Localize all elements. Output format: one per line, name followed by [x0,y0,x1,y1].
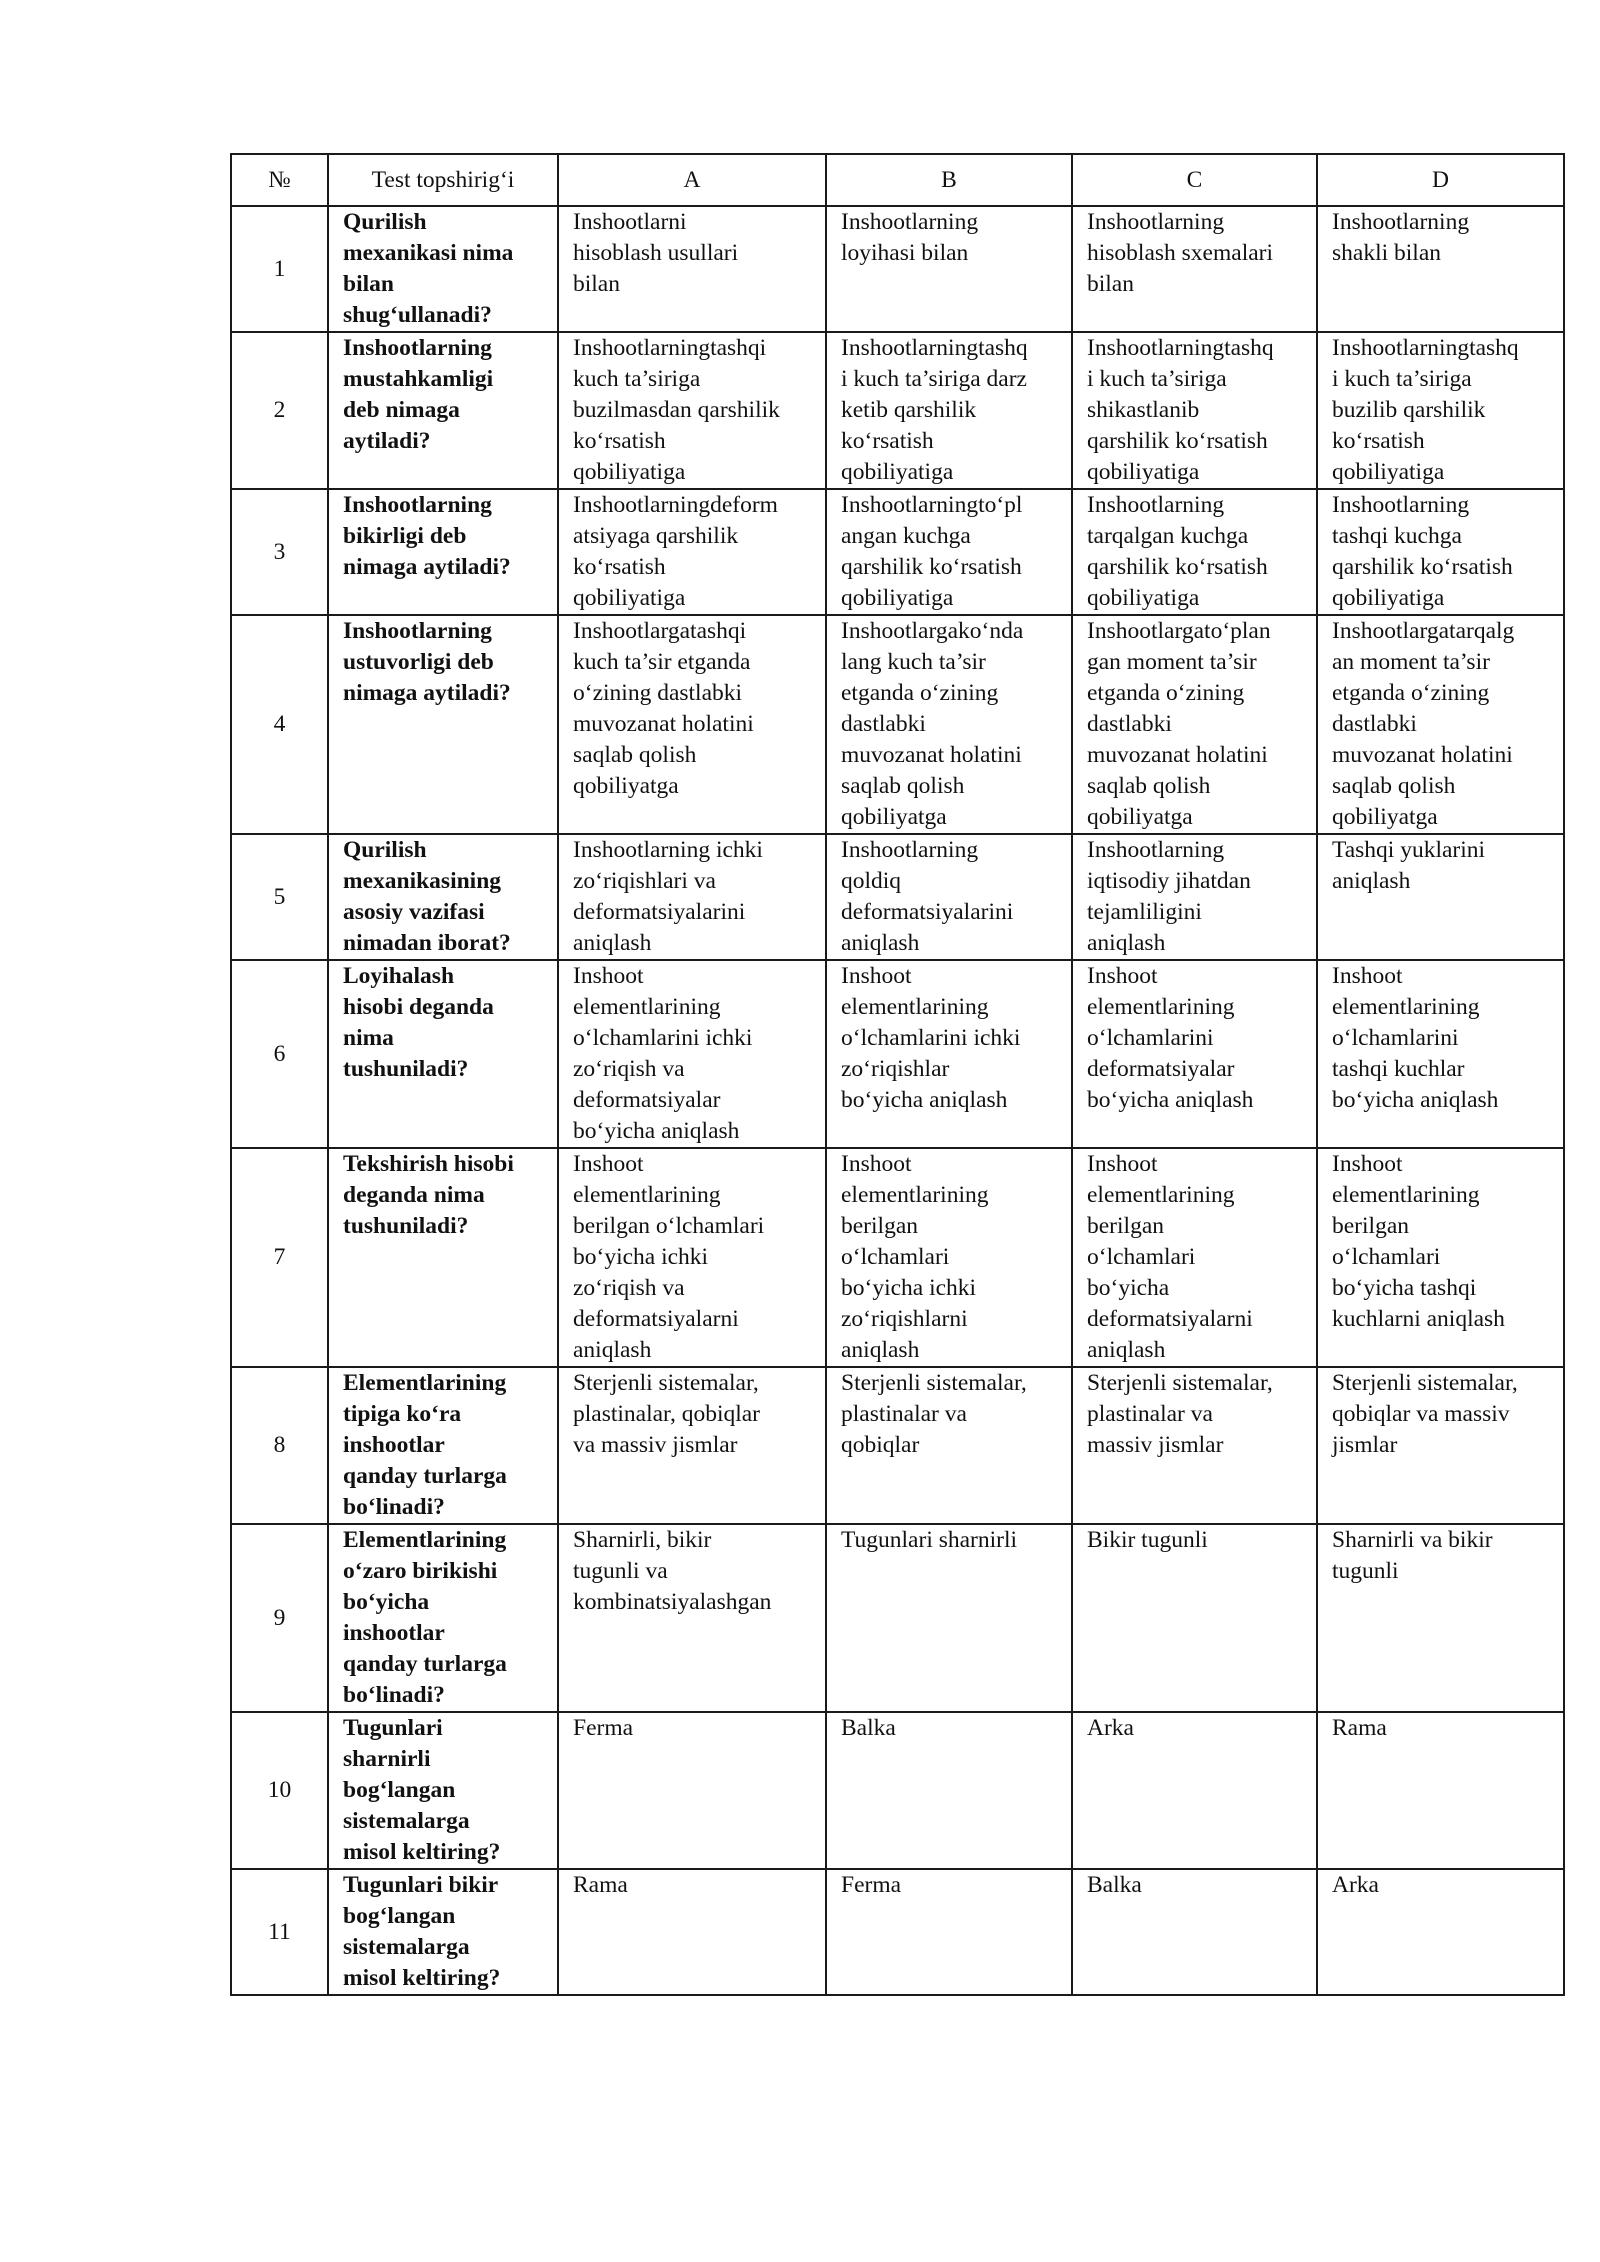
option-d-line: an moment ta’sir [1332,649,1490,675]
question-number: 8 [231,1367,328,1524]
option-a-line: aniqlash [573,1337,652,1363]
option-d-line: saqlab qolish [1332,773,1456,799]
option-d-line: aniqlash [1332,868,1411,894]
option-d-line: Inshootlarningtashq [1332,335,1519,361]
option-d-line: qobiliyatiga [1332,459,1445,485]
question-text-line: bog‘langan [343,1777,456,1803]
option-c-line: qarshilik ko‘rsatish [1087,428,1268,454]
option-b-line: lang kuch ta’sir [841,649,986,675]
question-number: 7 [231,1148,328,1367]
option-c-line: qobiliyatiga [1087,459,1200,485]
option-b-line: qobiliyatiga [841,459,954,485]
option-c-line: Inshootlarning [1087,209,1225,235]
option-a-line: kuch ta’sir etganda [573,649,751,675]
option-b-line: Balka [841,1715,896,1741]
option-a-line: qobiliyatiga [573,459,686,485]
option-d [1317,489,1564,615]
option-b-line: Inshootlargako‘nda [841,618,1024,644]
option-d-line: tashqi kuchga [1332,523,1462,549]
question-text [328,1148,558,1367]
question-text-line: bo‘linadi? [343,1682,445,1708]
question-text-line: sistemalarga [343,1934,470,1960]
option-a-line: Inshootlarni [573,209,687,235]
option-d-line: Inshootlarning [1332,492,1470,518]
option-d-line: Arka [1332,1872,1379,1898]
option-d-line: shakli bilan [1332,240,1441,266]
option-c [1072,1148,1317,1367]
option-a [558,1367,826,1524]
option-c [1072,960,1317,1148]
table-row [231,1367,1564,1524]
question-number: 4 [231,615,328,834]
table-row [231,1148,1564,1367]
option-b-line: qoldiq [841,868,902,894]
option-a [558,615,826,834]
table-row [231,332,1564,489]
question-text-line: qanday turlarga [343,1463,507,1489]
option-d-line: muvozanat holatini [1332,742,1513,768]
option-c [1072,834,1317,960]
option-a-line: deformatsiyalar [573,1087,721,1113]
option-c-line: Inshootlarning [1087,837,1225,863]
option-b [826,1524,1072,1712]
question-text-line: Inshootlarning [343,618,492,644]
option-b-line: angan kuchga [841,523,971,549]
question-text [328,206,558,332]
question-text-line: tipiga ko‘ra [343,1401,462,1427]
option-d-line: dastlabki [1332,711,1417,737]
option-c [1072,332,1317,489]
option-a-line: Inshootlarningdeform [573,492,778,518]
question-number: 1 [231,206,328,332]
option-b-line: berilgan [841,1213,918,1239]
option-a-line: muvozanat holatini [573,711,754,737]
option-c-line: o‘lchamlari [1087,1244,1196,1270]
option-d-line: Inshoot [1332,963,1403,989]
question-text [328,1524,558,1712]
option-b [826,1148,1072,1367]
question-text-line: sistemalarga [343,1808,470,1834]
option-a [558,332,826,489]
option-c-line: qarshilik ko‘rsatish [1087,554,1268,580]
option-c-line: dastlabki [1087,711,1172,737]
option-c-line: deformatsiyalarni [1087,1306,1253,1332]
question-text-line: qanday turlarga [343,1651,507,1677]
question-text-line: deb nimaga [343,397,460,423]
option-c-line: etganda o‘zining [1087,680,1245,706]
option-d-line: etganda o‘zining [1332,680,1490,706]
option-a-line: ko‘rsatish [573,428,666,454]
question-text-line: sharnirli [343,1746,431,1772]
document-page [230,153,1563,1996]
option-c-line: Inshootlarningtashq [1087,335,1274,361]
option-c-line: Balka [1087,1872,1142,1898]
option-d [1317,834,1564,960]
option-c [1072,1712,1317,1869]
question-number: 10 [231,1712,328,1869]
option-c [1072,615,1317,834]
option-d [1317,615,1564,834]
option-d-line: ko‘rsatish [1332,428,1425,454]
question-text [328,489,558,615]
option-d [1317,1367,1564,1524]
option-d [1317,1148,1564,1367]
question-text-line: ustuvorligi deb [343,649,494,675]
question-text-line: Qurilish [343,837,427,863]
table-row [231,615,1564,834]
option-d-line: elementlarining [1332,1182,1480,1208]
option-c-line: deformatsiyalar [1087,1056,1235,1082]
option-a-line: Inshootlarning ichki [573,837,763,863]
option-b-line: qarshilik ko‘rsatish [841,554,1022,580]
option-c-line: Bikir tugunli [1087,1527,1208,1553]
option-d-line: buzilib qarshilik [1332,397,1486,423]
option-a-line: qobiliyatiga [573,585,686,611]
question-text-line: shug‘ullanadi? [343,302,492,328]
option-a-line: aniqlash [573,930,652,956]
option-d-line: o‘lchamlari [1332,1244,1441,1270]
question-text [328,332,558,489]
option-a-line: ko‘rsatish [573,554,666,580]
question-text-line: o‘zaro birikishi [343,1558,498,1584]
option-a [558,489,826,615]
option-b-line: deformatsiyalarini [841,899,1014,925]
header-number: № [231,154,328,206]
option-c-line: elementlarining [1087,994,1235,1020]
option-a-line: kuch ta’siriga [573,366,701,392]
question-text-line: asosiy vazifasi [343,899,485,925]
question-text-line: nimaga aytiladi? [343,680,511,706]
option-b-line: qobiliyatiga [841,585,954,611]
option-a-line: buzilmasdan qarshilik [573,397,780,423]
option-b [826,960,1072,1148]
option-a-line: bilan [573,271,620,297]
question-number: 5 [231,834,328,960]
question-text-line: inshootlar [343,1432,445,1458]
question-text-line: inshootlar [343,1620,445,1646]
option-c-line: gan moment ta’sir [1087,649,1257,675]
question-text [328,1869,558,1995]
header-task: Test topshirig‘i [328,154,558,206]
option-c-line: Inshoot [1087,1151,1158,1177]
option-a [558,206,826,332]
option-b [826,1869,1072,1995]
option-c-line: i kuch ta’siriga [1087,366,1227,392]
option-a-line: Sharnirli, bikir [573,1527,712,1553]
option-a-line: bo‘yicha aniqlash [573,1118,740,1144]
question-text-line: mexanikasining [343,868,502,894]
option-d [1317,960,1564,1148]
option-a-line: zo‘riqish va [573,1056,685,1082]
question-number: 2 [231,332,328,489]
option-c-line: Inshootlargato‘plan [1087,618,1271,644]
question-text-line: bo‘yicha [343,1589,430,1615]
table-row [231,1712,1564,1869]
option-c-line: Inshootlarning [1087,492,1225,518]
option-a-line: deformatsiyalarini [573,899,746,925]
option-d-line: bo‘yicha tashqi [1332,1275,1477,1301]
option-b-line: zo‘riqishlarni [841,1306,968,1332]
option-c-line: qobiliyatiga [1087,585,1200,611]
option-c-line: bilan [1087,271,1134,297]
option-d [1317,1869,1564,1995]
option-a [558,834,826,960]
option-c-line: plastinalar va [1087,1401,1213,1427]
question-text-line: nima [343,1025,394,1051]
option-b-line: aniqlash [841,930,920,956]
option-c [1072,1869,1317,1995]
option-a-line: berilgan o‘lchamlari [573,1213,765,1239]
option-a [558,960,826,1148]
option-b-line: ko‘rsatish [841,428,934,454]
option-d-line: Rama [1332,1715,1387,1741]
question-text-line: misol keltiring? [343,1965,501,1991]
option-a-line: o‘lchamlarini ichki [573,1025,753,1051]
option-c-line: Inshoot [1087,963,1158,989]
option-b [826,615,1072,834]
option-d-line: qarshilik ko‘rsatish [1332,554,1513,580]
question-text-line: Elementlarining [343,1527,507,1553]
option-b-line: etganda o‘zining [841,680,999,706]
option-c [1072,1367,1317,1524]
option-a-line: elementlarining [573,1182,721,1208]
option-a-line: kombinatsiyalashgan [573,1589,772,1615]
option-a-line: Inshoot [573,963,644,989]
option-c-line: tarqalgan kuchga [1087,523,1249,549]
header-option-d: D [1317,154,1564,206]
question-text-line: Tugunlari [343,1715,443,1741]
option-c-line: qobiliyatga [1087,804,1193,830]
question-text-line: Tekshirish hisobi [343,1151,514,1177]
option-c-line: elementlarining [1087,1182,1235,1208]
question-text [328,1712,558,1869]
option-c-line: Sterjenli sistemalar, [1087,1370,1273,1396]
option-c-line: bo‘yicha aniqlash [1087,1087,1254,1113]
option-a-line: atsiyaga qarshilik [573,523,739,549]
question-text-line: aytiladi? [343,428,431,454]
option-c-line: iqtisodiy jihatdan [1087,868,1251,894]
option-b-line: Tugunlari sharnirli [841,1527,1018,1553]
option-a [558,1148,826,1367]
option-d-line: Tashqi yuklarini [1332,837,1486,863]
option-c-line: hisoblash sxemalari [1087,240,1274,266]
option-c-line: aniqlash [1087,1337,1166,1363]
question-text-line: Tugunlari bikir [343,1872,499,1898]
option-b [826,834,1072,960]
option-c-line: Arka [1087,1715,1134,1741]
option-b-line: bo‘yicha ichki [841,1275,977,1301]
table-row [231,206,1564,332]
question-number: 9 [231,1524,328,1712]
option-d-line: qobiliyatga [1332,804,1438,830]
option-a-line: bo‘yicha ichki [573,1244,709,1270]
question-text-line: Elementlarining [343,1370,507,1396]
option-b-line: plastinalar va [841,1401,967,1427]
option-d [1317,1712,1564,1869]
option-b [826,489,1072,615]
option-d-line: Inshoot [1332,1151,1403,1177]
header-option-c: C [1072,154,1317,206]
question-text-line: bo‘linadi? [343,1494,445,1520]
table-row [231,1524,1564,1712]
question-text [328,960,558,1148]
option-b [826,1367,1072,1524]
option-c [1072,489,1317,615]
option-d-line: i kuch ta’siriga [1332,366,1472,392]
option-a-line: Inshootlarningtashqi [573,335,767,361]
option-d-line: Inshootlargatarqalg [1332,618,1515,644]
option-c [1072,206,1317,332]
table-row [231,1869,1564,1995]
question-text-line: Loyihalash [343,963,455,989]
option-a-line: va massiv jismlar [573,1432,738,1458]
header-option-a: A [558,154,826,206]
option-c-line: muvozanat holatini [1087,742,1268,768]
option-b-line: i kuch ta’siriga darz [841,366,1027,392]
question-text-line: misol keltiring? [343,1839,501,1865]
table-row [231,960,1564,1148]
option-a-line: Inshoot [573,1151,644,1177]
option-a [558,1524,826,1712]
option-d [1317,332,1564,489]
option-c-line: saqlab qolish [1087,773,1211,799]
header-row [231,154,1564,206]
option-c-line: tejamliligini [1087,899,1202,925]
option-b [826,206,1072,332]
option-b-line: qobiqlar [841,1432,920,1458]
option-c [1072,1524,1317,1712]
option-c-line: o‘lchamlarini [1087,1025,1214,1051]
question-text-line: deganda nima [343,1182,485,1208]
question-text-line: mexanikasi nima [343,240,514,266]
option-a-line: hisoblash usullari [573,240,739,266]
option-c-line: massiv jismlar [1087,1432,1224,1458]
option-a-line: zo‘riqishlari va [573,868,716,894]
option-a-line: saqlab qolish [573,742,697,768]
option-d-line: elementlarining [1332,994,1480,1020]
option-b-line: bo‘yicha aniqlash [841,1087,1008,1113]
option-b [826,332,1072,489]
option-b-line: Ferma [841,1872,902,1898]
question-text-line: hisobi deganda [343,994,494,1020]
question-number: 6 [231,960,328,1148]
question-number: 11 [231,1869,328,1995]
option-d-line: Inshootlarning [1332,209,1470,235]
option-a-line: zo‘riqish va [573,1275,685,1301]
option-a-line: Ferma [573,1715,634,1741]
option-d-line: bo‘yicha aniqlash [1332,1087,1499,1113]
option-b-line: o‘lchamlari [841,1244,950,1270]
table-row [231,489,1564,615]
option-d-line: qobiliyatiga [1332,585,1445,611]
option-c-line: berilgan [1087,1213,1164,1239]
option-a-line: Rama [573,1872,628,1898]
option-b [826,1712,1072,1869]
option-d-line: tugunli [1332,1558,1399,1584]
option-b-line: aniqlash [841,1337,920,1363]
option-a-line: tugunli va [573,1558,668,1584]
option-a-line: elementlarining [573,994,721,1020]
question-text [328,615,558,834]
question-text-line: nimaga aytiladi? [343,554,511,580]
option-b-line: elementlarining [841,1182,989,1208]
option-a-line: qobiliyatga [573,773,679,799]
option-c-line: aniqlash [1087,930,1166,956]
option-d-line: qobiqlar va massiv [1332,1401,1510,1427]
question-text-line: Qurilish [343,209,427,235]
option-d-line: berilgan [1332,1213,1409,1239]
option-a-line: plastinalar, qobiqlar [573,1401,761,1427]
option-a-line: Inshootlargatashqi [573,618,747,644]
question-text-line: nimadan iborat? [343,930,511,956]
option-d [1317,1524,1564,1712]
option-b-line: zo‘riqishlar [841,1056,950,1082]
option-c-line: bo‘yicha [1087,1275,1170,1301]
option-d-line: Sterjenli sistemalar, [1332,1370,1518,1396]
option-c-line: shikastlanib [1087,397,1200,423]
option-a [558,1869,826,1995]
question-text-line: tushuniladi? [343,1056,469,1082]
question-text-line: Inshootlarning [343,335,492,361]
option-b-line: Inshootlarningtashq [841,335,1028,361]
option-b-line: dastlabki [841,711,926,737]
question-text-line: bog‘langan [343,1903,456,1929]
option-b-line: muvozanat holatini [841,742,1022,768]
option-b-line: loyihasi bilan [841,240,969,266]
option-b-line: Inshootlarningto‘pl [841,492,1023,518]
option-d-line: tashqi kuchlar [1332,1056,1465,1082]
option-b-line: Inshoot [841,1151,912,1177]
option-b-line: o‘lchamlarini ichki [841,1025,1021,1051]
option-b-line: ketib qarshilik [841,397,977,423]
question-text [328,834,558,960]
option-b-line: Inshootlarning [841,837,979,863]
option-a-line: Sterjenli sistemalar, [573,1370,759,1396]
question-text-line: bilan [343,271,394,297]
option-b-line: saqlab qolish [841,773,965,799]
header-option-b: B [826,154,1072,206]
option-b-line: elementlarining [841,994,989,1020]
option-b-line: Sterjenli sistemalar, [841,1370,1027,1396]
question-text-line: Inshootlarning [343,492,492,518]
question-text [328,1367,558,1524]
question-text-line: mustahkamligi [343,366,494,392]
option-a-line: o‘zining dastlabki [573,680,743,706]
option-a-line: deformatsiyalarni [573,1306,739,1332]
option-d-line: jismlar [1332,1432,1398,1458]
option-a [558,1712,826,1869]
question-text-line: bikirligi deb [343,523,467,549]
question-text-line: tushuniladi? [343,1213,469,1239]
option-b-line: qobiliyatga [841,804,947,830]
test-table [230,153,1565,1996]
option-d [1317,206,1564,332]
option-b-line: Inshootlarning [841,209,979,235]
option-d-line: o‘lchamlarini [1332,1025,1459,1051]
option-d-line: Sharnirli va bikir [1332,1527,1493,1553]
option-b-line: Inshoot [841,963,912,989]
table-row [231,834,1564,960]
question-number: 3 [231,489,328,615]
option-d-line: kuchlarni aniqlash [1332,1306,1505,1332]
